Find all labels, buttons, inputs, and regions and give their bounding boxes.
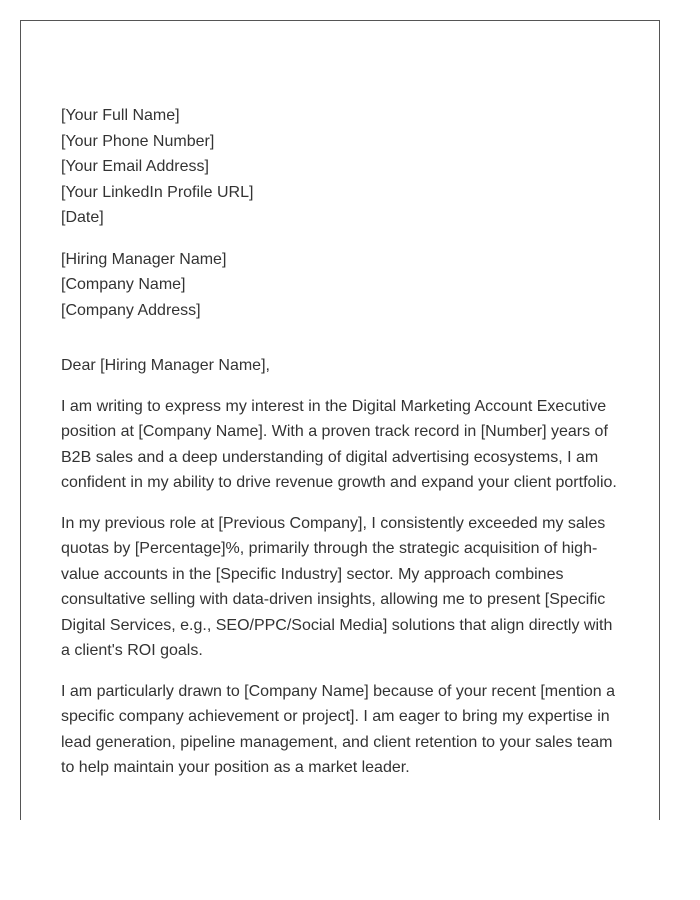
recipient-block: [61, 247, 631, 324]
paragraph-line: specific company achievement or project]. I am eager to bring my expertise in: [61, 708, 610, 725]
recipient-manager: [Hiring Manager Name]: [61, 250, 227, 268]
sender-full-name: [Your Full Name]: [61, 107, 180, 124]
paragraph-3: [61, 679, 631, 781]
sender-linkedin: [Your LinkedIn Profile URL]: [61, 183, 254, 201]
recipient-address: [Company Address]: [61, 301, 201, 319]
paragraph-2: [61, 511, 631, 664]
sender-email: [Your Email Address]: [61, 158, 209, 175]
letter-content: [61, 103, 631, 781]
paragraph-line: Digital Services, e.g., SEO/PPC/Social Media] solutions that align directly with: [61, 616, 613, 634]
paragraph-line: value accounts in the [Specific Industry] sector. My approach combines: [61, 565, 564, 583]
paragraph-line: a client's ROI goals.: [61, 642, 203, 659]
paragraph-line: to help maintain your position as a market leader.: [61, 759, 410, 776]
paragraph-line: I am particularly drawn to [Company Name] because of your recent [mention a: [61, 682, 616, 700]
paragraph-line: lead generation, pipeline management, and client retention to your sales team: [61, 733, 613, 751]
sender-block: [61, 103, 631, 231]
paragraph-line: B2B sales and a deep understanding of digital advertising ecosystems, I am: [61, 448, 599, 466]
paragraph-line: In my previous role at [Previous Company], I consistently exceeded my sales: [61, 514, 606, 532]
paragraph-line: consultative selling with data-driven insights, allowing me to present [Specific: [61, 591, 606, 608]
paragraph-line: confident in my ability to drive revenue growth and expand your client portfolio.: [61, 474, 617, 491]
paragraph-line: position at [Company Name]. With a proven track record in [Number] years of: [61, 423, 608, 440]
paragraph-line: quotas by [Percentage]%, primarily through the strategic acquisition of high-: [61, 540, 598, 557]
letter-page: [20, 20, 660, 820]
recipient-company: [Company Name]: [61, 276, 186, 293]
salutation: Dear [Hiring Manager Name],: [61, 357, 270, 374]
sender-phone: [Your Phone Number]: [61, 132, 215, 150]
letter-date: [Date]: [61, 209, 104, 226]
paragraph-line: I am writing to express my interest in the Digital Marketing Account Executive: [61, 397, 607, 415]
paragraph-1: [61, 394, 631, 496]
